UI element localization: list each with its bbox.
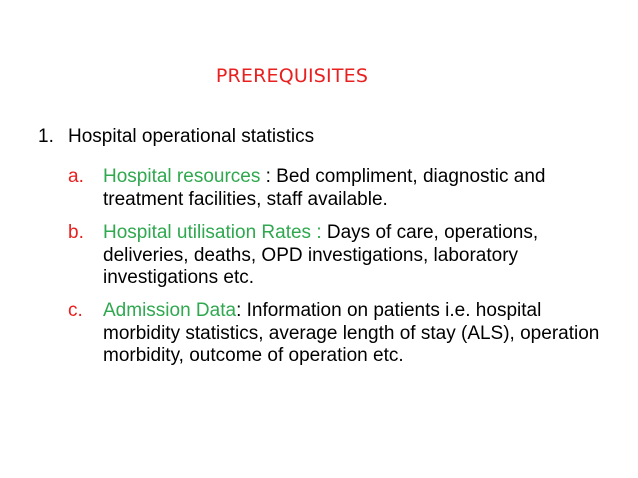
list-heading: Hospital operational statistics (68, 126, 315, 147)
sub-item-c-text: : Information on patients i.e. hospital morbidity statistics, average length of stay (ALS), operation morbidity, outcome of operation etc. (103, 300, 600, 366)
sub-item-b-body (103, 222, 608, 290)
slide-title: PREREQUISITES (215, 65, 369, 87)
sub-item-a-text: : Bed compliment, diagnostic and treatment facilities, staff available. (103, 166, 546, 210)
sub-item-c (68, 300, 608, 368)
sub-item-c-marker: c. (68, 300, 83, 321)
sub-item-a-marker: a. (68, 166, 84, 187)
sub-item-c-body (103, 300, 608, 368)
sub-item-b-term: Hospital utilisation Rates : (103, 222, 327, 243)
sub-item-a-body (103, 166, 608, 211)
sub-item-a (68, 166, 608, 211)
sub-item-a-term: Hospital resources (103, 166, 261, 187)
list-number: 1. (38, 126, 54, 147)
sub-item-c-term: Admission Data (103, 300, 237, 321)
sub-item-b-marker: b. (68, 222, 84, 243)
sub-item-b-text: Days of care, operations, deliveries, deaths, OPD investigations, laboratory investigations etc. (103, 222, 539, 288)
sub-item-b (68, 222, 608, 290)
list-item-main (38, 126, 314, 148)
